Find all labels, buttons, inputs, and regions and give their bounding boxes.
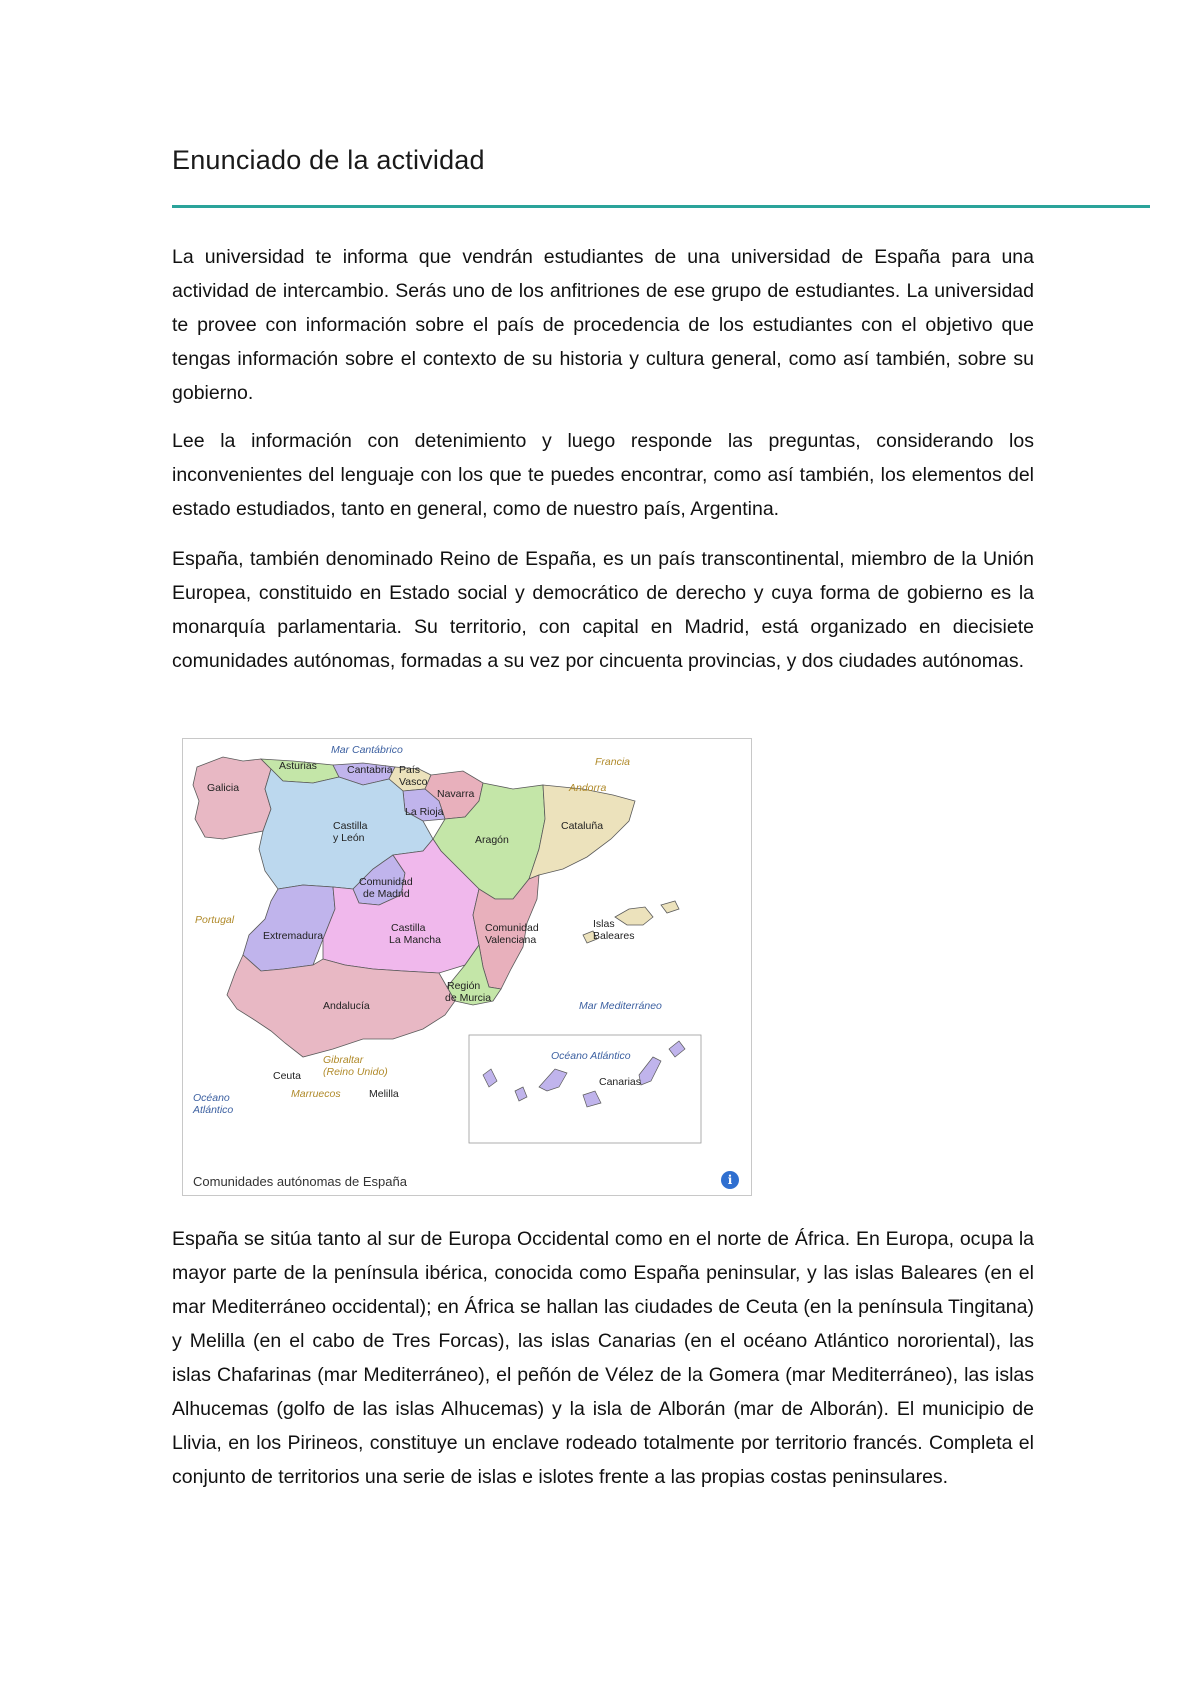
label-andorra: Andorra: [569, 782, 607, 794]
paragraph-spain-overview: España, también denominado Reino de España, es un país transcontinental, miembro de la Unión Europea, constituido en Estado social y democrático de derecho y cuya forma de gobierno es la monarquía parlamentaria. Su territorio, con capital en Madrid, está organizado en diecisiete comunidades autónomas, formadas a su vez por cincuenta provincias, y dos ciudades autónomas.: [172, 548, 1034, 672]
label-extremadura: Extremadura: [263, 930, 324, 942]
label-baleares-1: Islas: [593, 918, 615, 930]
label-aragon: Aragón: [475, 834, 509, 846]
label-gibraltar-1: Gibraltar: [323, 1054, 364, 1066]
label-francia: Francia: [595, 756, 631, 768]
region-islas-baleares-menorca[interactable]: [661, 901, 679, 913]
label-mar-mediterraneo: Mar Mediterráneo: [579, 1000, 662, 1012]
region-islas-baleares[interactable]: [615, 907, 653, 925]
label-la-rioja: La Rioja: [405, 806, 444, 818]
label-mar-cantabrico: Mar Cantábrico: [331, 744, 403, 756]
label-portugal: Portugal: [195, 914, 235, 926]
label-murcia-2: de Murcia: [445, 992, 492, 1004]
label-gibraltar-2: (Reino Unido): [323, 1066, 388, 1078]
paragraph-instructions: Lee la información con detenimiento y luego responde las preguntas, considerando los inconvenientes del lenguaje con los que te puedes encontrar, como así también, los elementos del estado estudiados, tanto en general, como de nuestro país, Argentina.: [172, 430, 1034, 520]
label-ceuta: Ceuta: [273, 1070, 302, 1082]
paragraph-spain-geography: España se sitúa tanto al sur de Europa Occidental como en el norte de África. En Europa, ocupa la mayor parte de la península ibérica, conocida como España peninsular, y las islas Baleares (en el mar Mediterráneo occidental); en África se hallan las ciudades de Ceuta (en la península Tingitana) y Melilla (en el cabo de Tres Forcas), las islas Canarias (en el océano Atlántico nororiental), las islas Chafarinas (mar Mediterráneo), el peñón de Vélez de la Gomera (mar Mediterráneo), las islas Alhucemas (golfo de las islas Alhucemas) y la isla de Alborán (mar de Alborán). El municipio de Llivia, en los Pirineos, constituye un enclave rodeado totalmente por territorio francés. Completa el conjunto de territorios una serie de islas e islotes frente a las propias costas peninsulares.: [172, 1228, 1034, 1488]
region-extremadura[interactable]: [243, 885, 335, 971]
label-madrid-1: Comunidad: [359, 876, 413, 888]
label-navarra: Navarra: [437, 788, 475, 800]
label-oceano-atlantico-2: Atlántico: [193, 1104, 234, 1116]
label-canarias: Canarias: [599, 1076, 642, 1088]
label-castilla-y-leon-2: y León: [333, 832, 365, 844]
info-icon[interactable]: i: [721, 1171, 739, 1189]
label-castilla-la-mancha-2: La Mancha: [389, 934, 441, 946]
label-marruecos: Marruecos: [291, 1088, 341, 1100]
label-murcia-1: Región: [447, 980, 481, 992]
label-andalucia: Andalucía: [323, 1000, 370, 1012]
label-oceano-atlantico-1: Océano: [193, 1092, 230, 1104]
region-galicia[interactable]: [193, 757, 271, 839]
label-castilla-la-mancha-1: Castilla: [391, 922, 426, 934]
region-cataluna[interactable]: [529, 785, 635, 879]
map-caption: Comunidades autónomas de España: [193, 1174, 407, 1189]
label-valenciana-1: Comunidad: [485, 922, 539, 934]
label-cataluna: Cataluña: [561, 820, 604, 832]
spain-map: [183, 739, 751, 1195]
spain-map-figure: [182, 738, 752, 1196]
label-cantabria: Cantabria: [347, 764, 393, 776]
label-pais-vasco-1: País: [399, 764, 421, 776]
label-baleares-2: Baleares: [593, 930, 635, 942]
label-madrid-2: de Madrid: [363, 888, 410, 900]
label-oceano-atlantico-canarias: Océano Atlántico: [551, 1050, 631, 1062]
label-valenciana-2: Valenciana: [485, 934, 537, 946]
label-pais-vasco-2: Vasco: [399, 776, 428, 788]
title-divider: [172, 205, 1150, 208]
label-melilla: Melilla: [369, 1088, 399, 1100]
paragraph-intro: La universidad te informa que vendrán estudiantes de una universidad de España para una actividad de intercambio. Serás uno de los anfitriones de ese grupo de estudiantes. La universidad te provee con información sobre el país de procedencia de los estudiantes con el objetivo que tengas información sobre el contexto de su historia y cultura general, como así también, sobre su gobierno.: [172, 246, 1034, 404]
page-title: Enunciado de la actividad: [172, 145, 485, 175]
label-galicia: Galicia: [207, 782, 240, 794]
label-asturias: Asturias: [279, 760, 317, 772]
label-castilla-y-leon-1: Castilla: [333, 820, 368, 832]
